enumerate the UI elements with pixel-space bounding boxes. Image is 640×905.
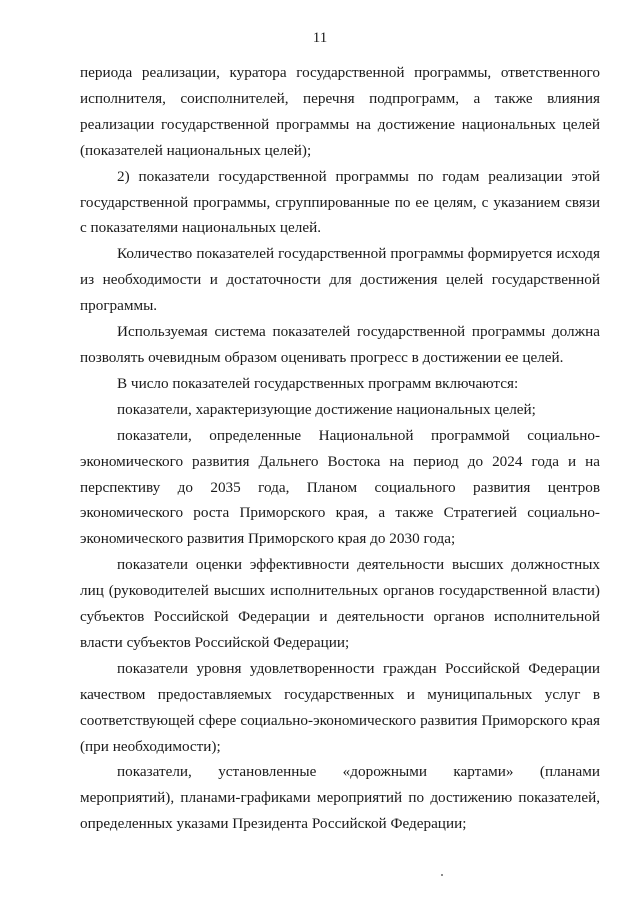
paragraph-continuation: периода реализации, куратора государственной программы, ответственного исполнителя, соисполнителей, перечня подпрограмм, а также влияния реализации государственной программы на достижение национальных целей (показателей национальных целей); [80,64,600,159]
paragraph-list-intro: В число показателей государственных программ включаются: [117,374,519,392]
list-item-national-goals: показатели, характеризующие достижение национальных целей; [117,400,536,418]
paragraph-indicator-count: Количество показателей государственной программы формируется исходя из необходимости и достаточности для достижения целей государственной программы. [80,245,600,315]
list-item-roadmaps: показатели, установленные «дорожными картами» (планами мероприятий), планами-графиками мероприятий по достижению показателей, определенных указами Президента Российской Федерации; [80,763,600,833]
page-number: 11 [312,30,328,46]
list-item-efficiency: показатели оценки эффективности деятельности высших должностных лиц (руководителей высших исполнительных органов государственной власти) субъектов Российской Федерации и деятельности органов исполнительной власти субъектов Российской Федерации; [80,556,600,651]
scan-speck [441,874,443,876]
list-item-far-east-program: показатели, определенные Национальной программой социально-экономического развития Дальнего Востока на период до 2024 года и на перспективу до 2035 года, Планом социального развития центров экономического роста Приморского края, а также Стратегией социально-экономического развития Приморского края до 2030 года; [80,426,600,548]
paragraph-item-2: 2) показатели государственной программы по годам реализации этой государственной программы, сгруппированные по ее целям, с указанием связи с показателями национальных целей. [80,167,600,237]
document-body [80,60,600,837]
list-item-satisfaction: показатели уровня удовлетворенности граждан Российской Федерации качеством предоставляемых государственных и муниципальных услуг в соответствующей сфере социально-экономического развития Приморского края (при необходимости); [80,659,600,755]
paragraph-indicator-system: Используемая система показателей государственной программы должна позволять очевидным образом оценивать прогресс в достижении ее целей. [80,323,600,366]
